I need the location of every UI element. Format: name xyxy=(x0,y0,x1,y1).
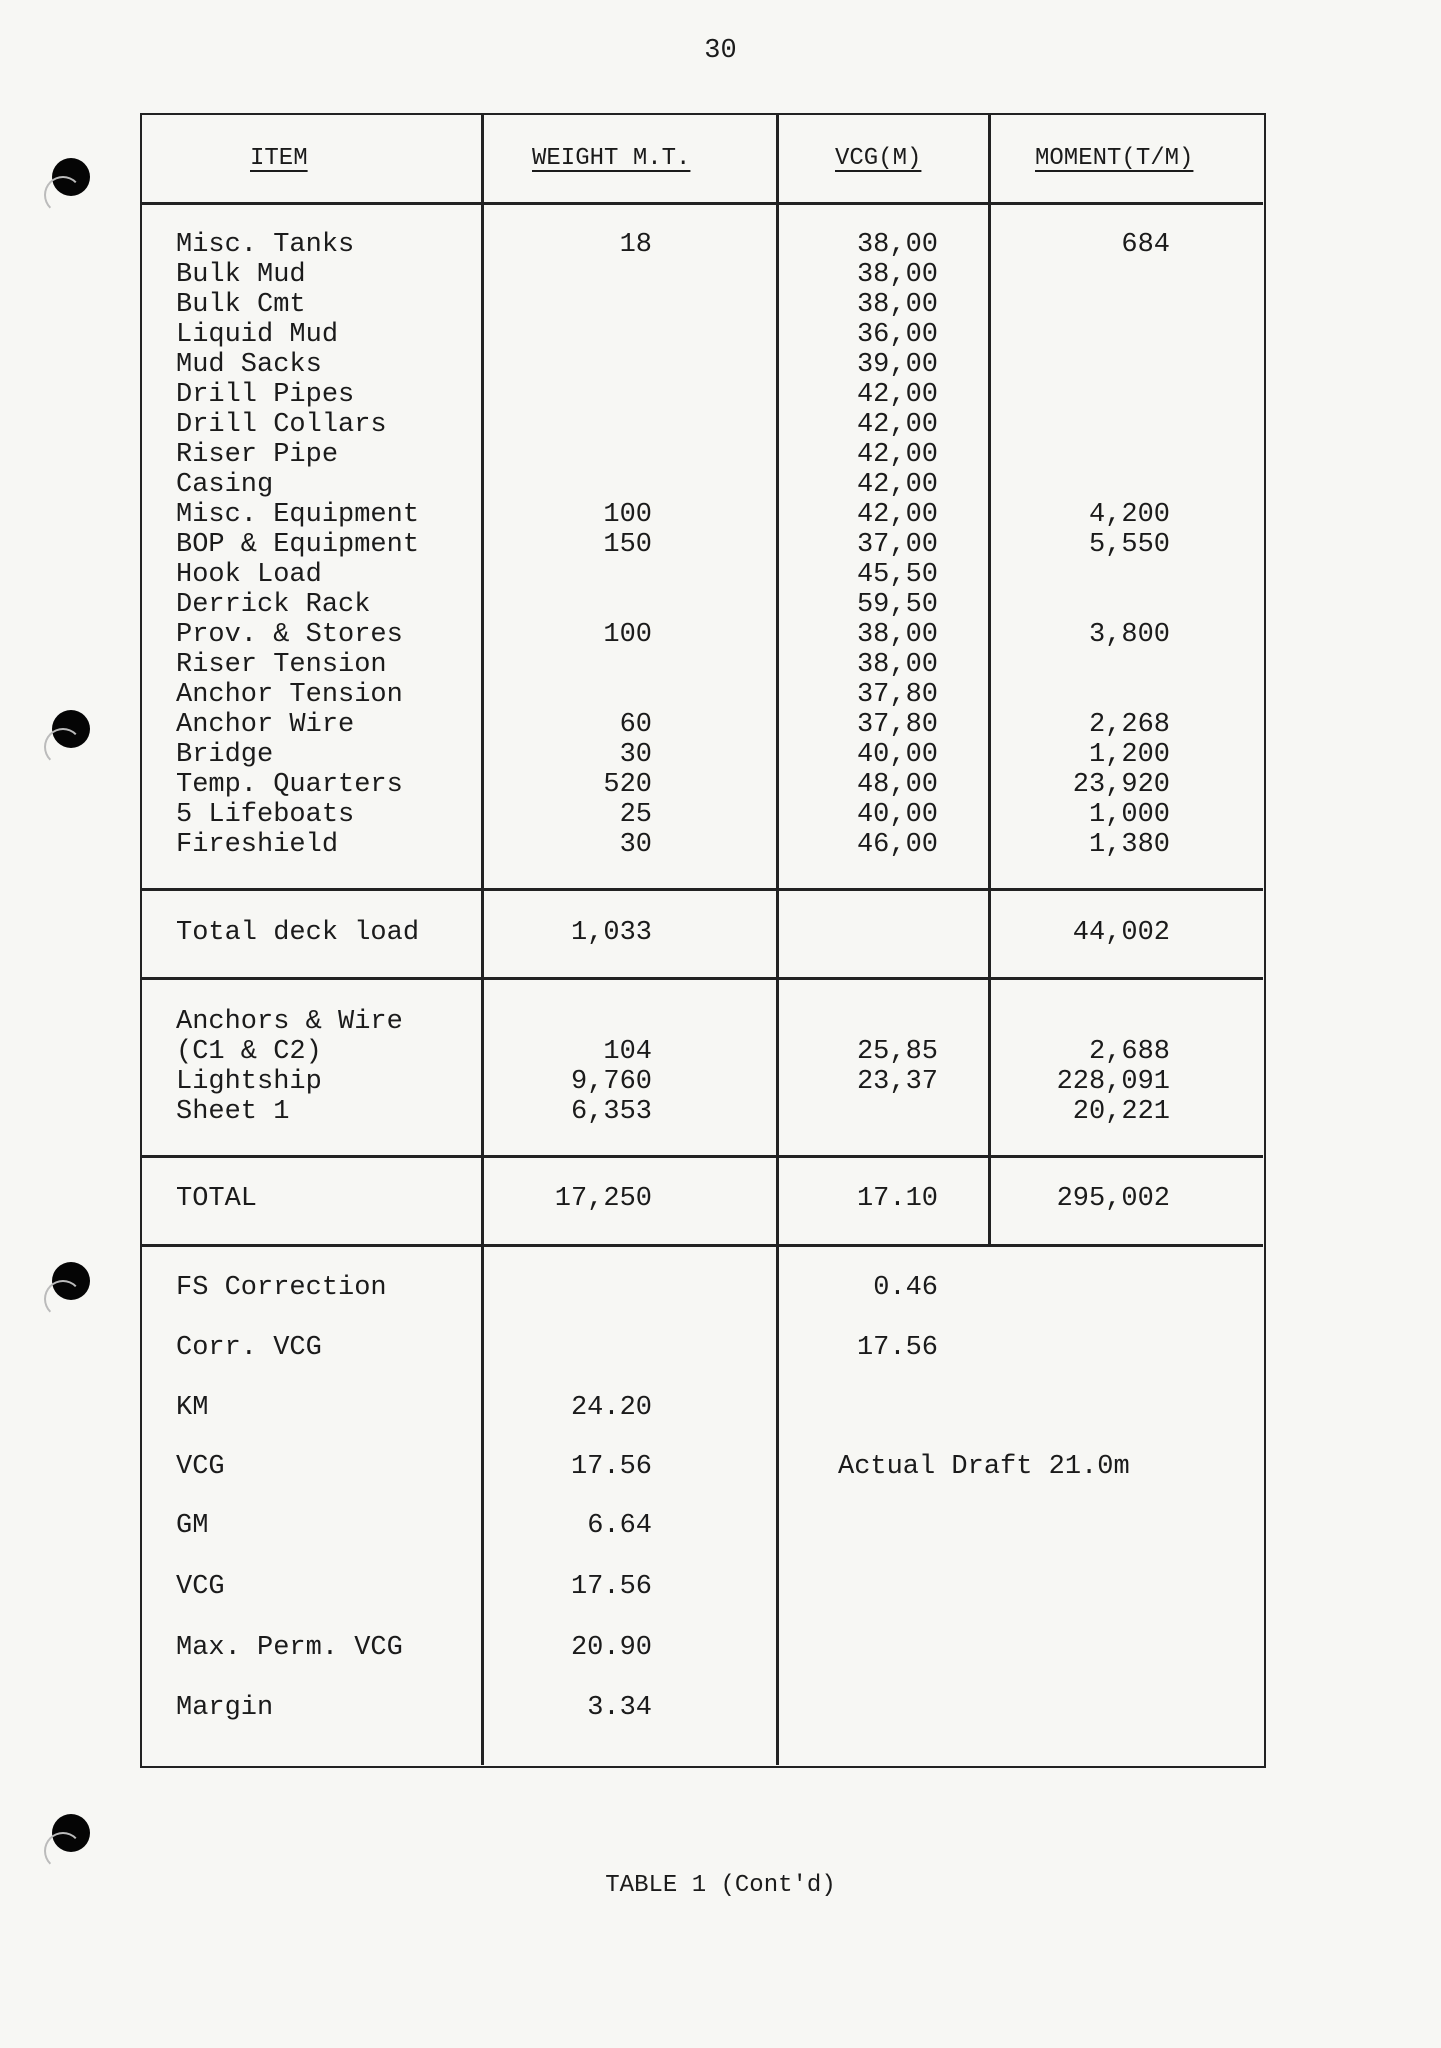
item-weight: 520 xyxy=(603,770,652,800)
punch-hole-ring-1 xyxy=(44,176,82,214)
item-vcg: 42,00 xyxy=(856,410,938,440)
item-vcg: 38,00 xyxy=(856,650,938,680)
item-name: Bridge xyxy=(176,740,274,770)
item-moment: 1,000 xyxy=(1088,800,1170,830)
extra-weight: 6,353 xyxy=(570,1097,652,1127)
fs-correction-value: 0.46 xyxy=(873,1273,938,1303)
item-vcg: 40,00 xyxy=(856,800,938,830)
item-vcg: 36,00 xyxy=(856,320,938,350)
item-vcg: 42,00 xyxy=(856,470,938,500)
item-weight xyxy=(482,680,652,710)
item-name: Anchor Wire xyxy=(176,710,355,740)
item-vcg: 38,00 xyxy=(856,620,938,650)
km-label: KM xyxy=(176,1393,209,1423)
fs-correction-label: FS Correction xyxy=(176,1273,387,1303)
extra-weights xyxy=(482,1007,652,1127)
item-moment xyxy=(990,290,1170,320)
item-moment: 684 xyxy=(1121,230,1170,260)
item-moment xyxy=(990,680,1170,710)
deck-total-label: Total deck load xyxy=(176,918,420,948)
extra-name: Sheet 1 xyxy=(176,1097,290,1127)
item-vcg: 38,00 xyxy=(856,260,938,290)
item-weight: 100 xyxy=(603,620,652,650)
actual-draft: Actual Draft 21.0m xyxy=(838,1452,1130,1482)
item-name: Drill Collars xyxy=(176,410,387,440)
item-moment xyxy=(990,590,1170,620)
item-moment: 2,268 xyxy=(1088,710,1170,740)
item-weight: 18 xyxy=(619,230,652,260)
extra-names xyxy=(176,1007,403,1127)
deck-total-divider-top xyxy=(142,888,1263,891)
item-moment xyxy=(990,260,1170,290)
item-vcg: 37,00 xyxy=(856,530,938,560)
item-moment: 1,380 xyxy=(1088,830,1170,860)
total-divider-top xyxy=(142,1155,1263,1158)
extra-moment xyxy=(990,1007,1170,1037)
item-moment xyxy=(990,350,1170,380)
item-weight xyxy=(482,590,652,620)
extra-moment: 2,688 xyxy=(1088,1037,1170,1067)
item-name: Bulk Mud xyxy=(176,260,306,290)
corr-vcg-label: Corr. VCG xyxy=(176,1333,322,1363)
item-vcgs xyxy=(778,230,938,860)
stability-table xyxy=(140,113,1266,1768)
item-moment xyxy=(990,380,1170,410)
extra-vcg: 25,85 xyxy=(856,1037,938,1067)
item-weight: 100 xyxy=(603,500,652,530)
punch-hole-ring-2 xyxy=(44,728,82,766)
item-name: Prov. & Stores xyxy=(176,620,403,650)
header-vcg: VCG(M) xyxy=(835,145,922,172)
item-weight xyxy=(482,410,652,440)
item-name: Hook Load xyxy=(176,560,322,590)
item-vcg: 38,00 xyxy=(856,230,938,260)
punch-hole-ring-3 xyxy=(44,1280,82,1318)
extra-weight: 104 xyxy=(603,1037,652,1067)
item-weight xyxy=(482,260,652,290)
extra-name: Anchors & Wire xyxy=(176,1007,403,1037)
item-vcg: 37,80 xyxy=(856,680,938,710)
max-perm-vcg-label: Max. Perm. VCG xyxy=(176,1633,403,1663)
item-weight: 30 xyxy=(619,830,652,860)
item-name: Riser Pipe xyxy=(176,440,339,470)
item-weights xyxy=(482,230,652,860)
item-weight: 30 xyxy=(619,740,652,770)
item-name: Mud Sacks xyxy=(176,350,322,380)
item-name: Liquid Mud xyxy=(176,320,339,350)
item-moment xyxy=(990,320,1170,350)
punch-hole-ring-4 xyxy=(44,1832,82,1870)
item-name: Bulk Cmt xyxy=(176,290,306,320)
extra-vcg xyxy=(778,1007,938,1037)
item-weight xyxy=(482,290,652,320)
item-moment: 4,200 xyxy=(1088,500,1170,530)
total-vcg: 17.10 xyxy=(856,1184,938,1214)
item-name: Temp. Quarters xyxy=(176,770,403,800)
extra-weight xyxy=(482,1007,652,1037)
extra-name: Lightship xyxy=(176,1067,322,1097)
deck-total-weight: 1,033 xyxy=(570,918,652,948)
vcg-value-2: 17.56 xyxy=(570,1572,652,1602)
item-moment xyxy=(990,410,1170,440)
extra-moments xyxy=(990,1007,1170,1127)
item-vcg: 38,00 xyxy=(856,290,938,320)
header-moment: MOMENT(T/M) xyxy=(1035,145,1194,172)
gm-label: GM xyxy=(176,1511,209,1541)
deck-total-moment: 44,002 xyxy=(1072,918,1170,948)
margin-value: 3.34 xyxy=(587,1693,652,1723)
item-moment xyxy=(990,560,1170,590)
item-vcg: 37,80 xyxy=(856,710,938,740)
corr-vcg-value: 17.56 xyxy=(856,1333,938,1363)
page-number: 30 xyxy=(704,36,737,66)
extra-moment: 20,221 xyxy=(1072,1097,1170,1127)
item-weight xyxy=(482,650,652,680)
total-divider-bottom xyxy=(142,1244,1263,1247)
table-caption: TABLE 1 (Cont'd) xyxy=(605,1872,836,1899)
item-name: Misc. Equipment xyxy=(176,500,420,530)
item-vcg: 39,00 xyxy=(856,350,938,380)
vcg-label-1: VCG xyxy=(176,1452,225,1482)
item-vcg: 46,00 xyxy=(856,830,938,860)
gm-value: 6.64 xyxy=(587,1511,652,1541)
header-divider xyxy=(142,202,1263,205)
item-weight xyxy=(482,320,652,350)
item-vcg: 42,00 xyxy=(856,380,938,410)
item-vcg: 45,50 xyxy=(856,560,938,590)
vcg-label-2: VCG xyxy=(176,1572,225,1602)
item-moment: 3,800 xyxy=(1088,620,1170,650)
extra-weight: 9,760 xyxy=(570,1067,652,1097)
item-name: BOP & Equipment xyxy=(176,530,420,560)
header-item: ITEM xyxy=(250,145,308,172)
total-weight: 17,250 xyxy=(554,1184,652,1214)
item-moment xyxy=(990,440,1170,470)
item-weight xyxy=(482,350,652,380)
extra-vcg xyxy=(778,1097,938,1127)
item-weight xyxy=(482,560,652,590)
item-vcg: 42,00 xyxy=(856,500,938,530)
extra-name: (C1 & C2) xyxy=(176,1037,322,1067)
item-weight xyxy=(482,470,652,500)
item-names xyxy=(176,230,419,860)
total-label: TOTAL xyxy=(176,1184,258,1214)
item-moment: 1,200 xyxy=(1088,740,1170,770)
margin-label: Margin xyxy=(176,1693,274,1723)
item-name: 5 Lifeboats xyxy=(176,800,355,830)
item-name: Derrick Rack xyxy=(176,590,371,620)
item-name: Casing xyxy=(176,470,274,500)
item-vcg: 48,00 xyxy=(856,770,938,800)
item-vcg: 42,00 xyxy=(856,440,938,470)
km-value: 24.20 xyxy=(570,1393,652,1423)
item-vcg: 40,00 xyxy=(856,740,938,770)
item-weight: 25 xyxy=(619,800,652,830)
item-weight: 60 xyxy=(619,710,652,740)
item-moment: 5,550 xyxy=(1088,530,1170,560)
header-weight: WEIGHT M.T. xyxy=(532,145,691,172)
item-weight xyxy=(482,440,652,470)
item-moment xyxy=(990,470,1170,500)
item-name: Riser Tension xyxy=(176,650,387,680)
max-perm-vcg-value: 20.90 xyxy=(570,1633,652,1663)
item-name: Misc. Tanks xyxy=(176,230,355,260)
total-moment: 295,002 xyxy=(1056,1184,1170,1214)
item-name: Fireshield xyxy=(176,830,339,860)
item-moment xyxy=(990,650,1170,680)
item-moments xyxy=(990,230,1170,860)
item-name: Drill Pipes xyxy=(176,380,355,410)
deck-total-divider-bottom xyxy=(142,977,1263,980)
extra-vcg: 23,37 xyxy=(856,1067,938,1097)
vcg-value-1: 17.56 xyxy=(570,1452,652,1482)
item-weight: 150 xyxy=(603,530,652,560)
item-moment: 23,920 xyxy=(1072,770,1170,800)
extra-vcgs xyxy=(778,1007,938,1127)
item-vcg: 59,50 xyxy=(856,590,938,620)
extra-moment: 228,091 xyxy=(1056,1067,1170,1097)
item-weight xyxy=(482,380,652,410)
item-name: Anchor Tension xyxy=(176,680,403,710)
